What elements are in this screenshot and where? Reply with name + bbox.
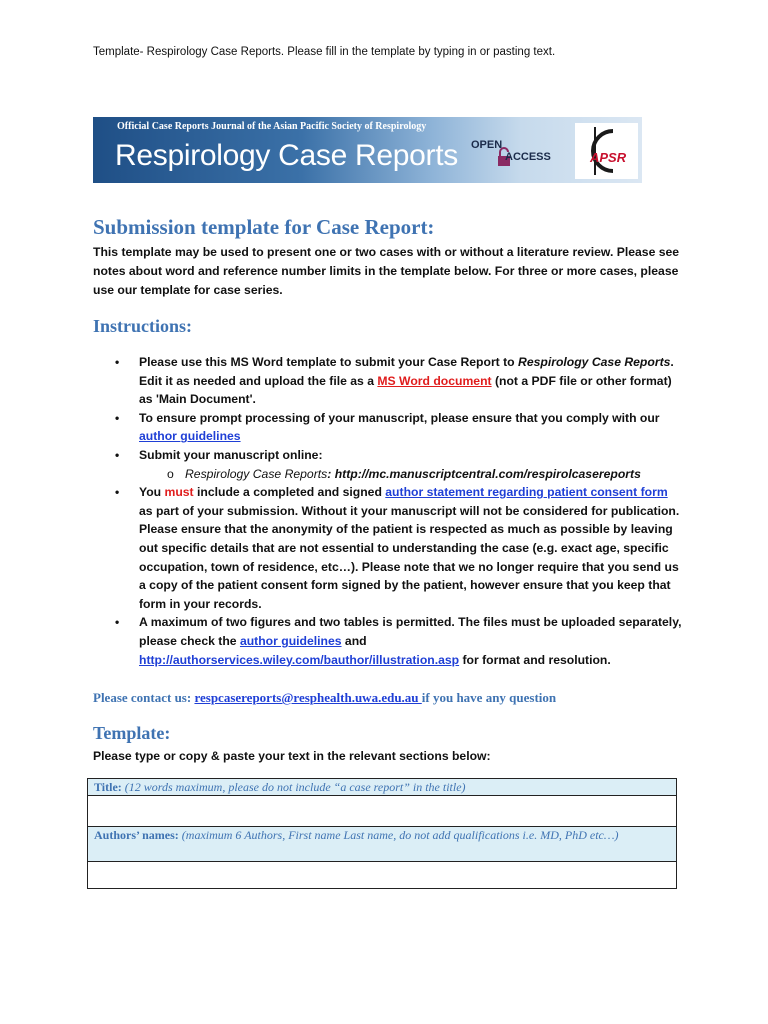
- journal-name: Respirology Case Reports: [185, 466, 328, 481]
- open-access-access: ACCESS: [505, 151, 551, 163]
- instructions-heading: Instructions:: [93, 316, 193, 336]
- authors-label: Authors’ names:: [94, 828, 179, 842]
- title-input-cell[interactable]: [88, 796, 677, 827]
- page-header-note: Template- Respirology Case Reports. Please fill in the template by typing in or pasting text.: [93, 46, 556, 58]
- apsr-text: APSR: [590, 150, 627, 165]
- authors-hint: (maximum 6 Authors, First name Last name, do not add qualifications i.e. MD, PhD etc…): [178, 828, 619, 842]
- instruction-text: include a completed and signed: [193, 485, 386, 500]
- author-guidelines-link[interactable]: author guidelines: [139, 429, 241, 444]
- instruction-text: . Edit it as needed and upload the file as a: [139, 355, 674, 388]
- title-label: Title:: [94, 780, 122, 794]
- main-heading: Submission template for Case Report:: [93, 215, 435, 239]
- sub-bullet-icon: o: [167, 466, 174, 481]
- bullet-icon: •: [115, 615, 120, 630]
- must-emphasis: must: [164, 485, 194, 500]
- instruction-item: [93, 613, 683, 669]
- instruction-text: as part of your submission. Without it your manuscript will not be considered for publication. Please ensure that the anonymity of the patient is respected as much as possible by leaving out specific details that are not essential to understanding the case (e.g. exact age, specific occupation, town of residence, etc…). Please note that we no longer require that you send us a copy of the patient consent form signed by the patient, however ensure that you keep that form in your records.: [139, 503, 680, 611]
- bullet-icon: •: [115, 410, 120, 425]
- instruction-item: [93, 483, 683, 613]
- instructions-list: [93, 353, 683, 669]
- instruction-text: Submit your manuscript online:: [139, 447, 323, 462]
- bullet-icon: •: [115, 485, 120, 500]
- authors-input-row: [88, 862, 677, 889]
- bullet-icon: •: [115, 355, 120, 369]
- instruction-text: A maximum of two figures and two tables is permitted. The files must be uploaded separately, please check the: [139, 615, 682, 648]
- journal-banner: [93, 117, 642, 183]
- contact-label: Please contact us:: [93, 690, 195, 705]
- authors-label-cell: [88, 827, 677, 862]
- template-table: [87, 778, 677, 889]
- open-access-open: OPEN: [471, 139, 503, 151]
- template-subtext: Please type or copy & paste your text in the relevant sections below:: [93, 749, 491, 763]
- contact-suffix: if you have any question: [421, 690, 557, 705]
- title-label-row: [88, 779, 677, 796]
- journal-name: Respirology Case Reports: [518, 355, 671, 369]
- contact-email-link[interactable]: respcasereports@resphealth.uwa.edu.au: [194, 690, 422, 705]
- title-label-cell: [88, 779, 677, 796]
- intro-paragraph: This template may be used to present one or two cases with or without a literature review. Please see notes about word and reference number limits in the template below. For three or more cases, please use our template for case series.: [93, 245, 680, 297]
- illustration-guidelines-link[interactable]: http://authorservices.wiley.com/bauthor/illustration.asp: [139, 652, 460, 667]
- instruction-text: You: [139, 485, 165, 500]
- submission-url: : http://mc.manuscriptcentral.com/respirolcasereports: [327, 466, 641, 481]
- contact-line: [93, 689, 693, 707]
- banner-title: Respirology Case Reports: [115, 139, 458, 172]
- bullet-icon: •: [115, 447, 120, 462]
- instruction-text: for format and resolution.: [459, 652, 611, 667]
- banner-subtitle: Official Case Reports Journal of the Asian Pacific Society of Respirology: [117, 121, 427, 132]
- title-hint: (12 words maximum, please do not include “a case report” in the title): [121, 780, 466, 794]
- instruction-text: (not a PDF file or other format) as 'Main Document'.: [139, 373, 672, 407]
- instruction-text: Please use this MS Word template to submit your Case Report to: [139, 355, 519, 369]
- open-access-logo: [471, 137, 563, 167]
- author-guidelines-link[interactable]: author guidelines: [239, 633, 342, 648]
- instruction-subitem: [93, 465, 683, 484]
- instruction-text: To ensure prompt processing of your manuscript, please ensure that you comply with our: [139, 410, 660, 425]
- authors-label-row: [88, 827, 677, 862]
- instruction-item: [93, 409, 683, 446]
- template-heading: Template:: [93, 723, 171, 743]
- title-input-row: [88, 796, 677, 827]
- instruction-item: [93, 353, 683, 409]
- instruction-text: and: [341, 633, 367, 648]
- instruction-item: [93, 446, 683, 465]
- apsr-logo: [575, 123, 638, 179]
- authors-input-cell[interactable]: [88, 862, 677, 889]
- ms-word-document-link[interactable]: MS Word document: [377, 373, 492, 388]
- consent-form-link[interactable]: author statement regarding patient consent form: [385, 485, 668, 500]
